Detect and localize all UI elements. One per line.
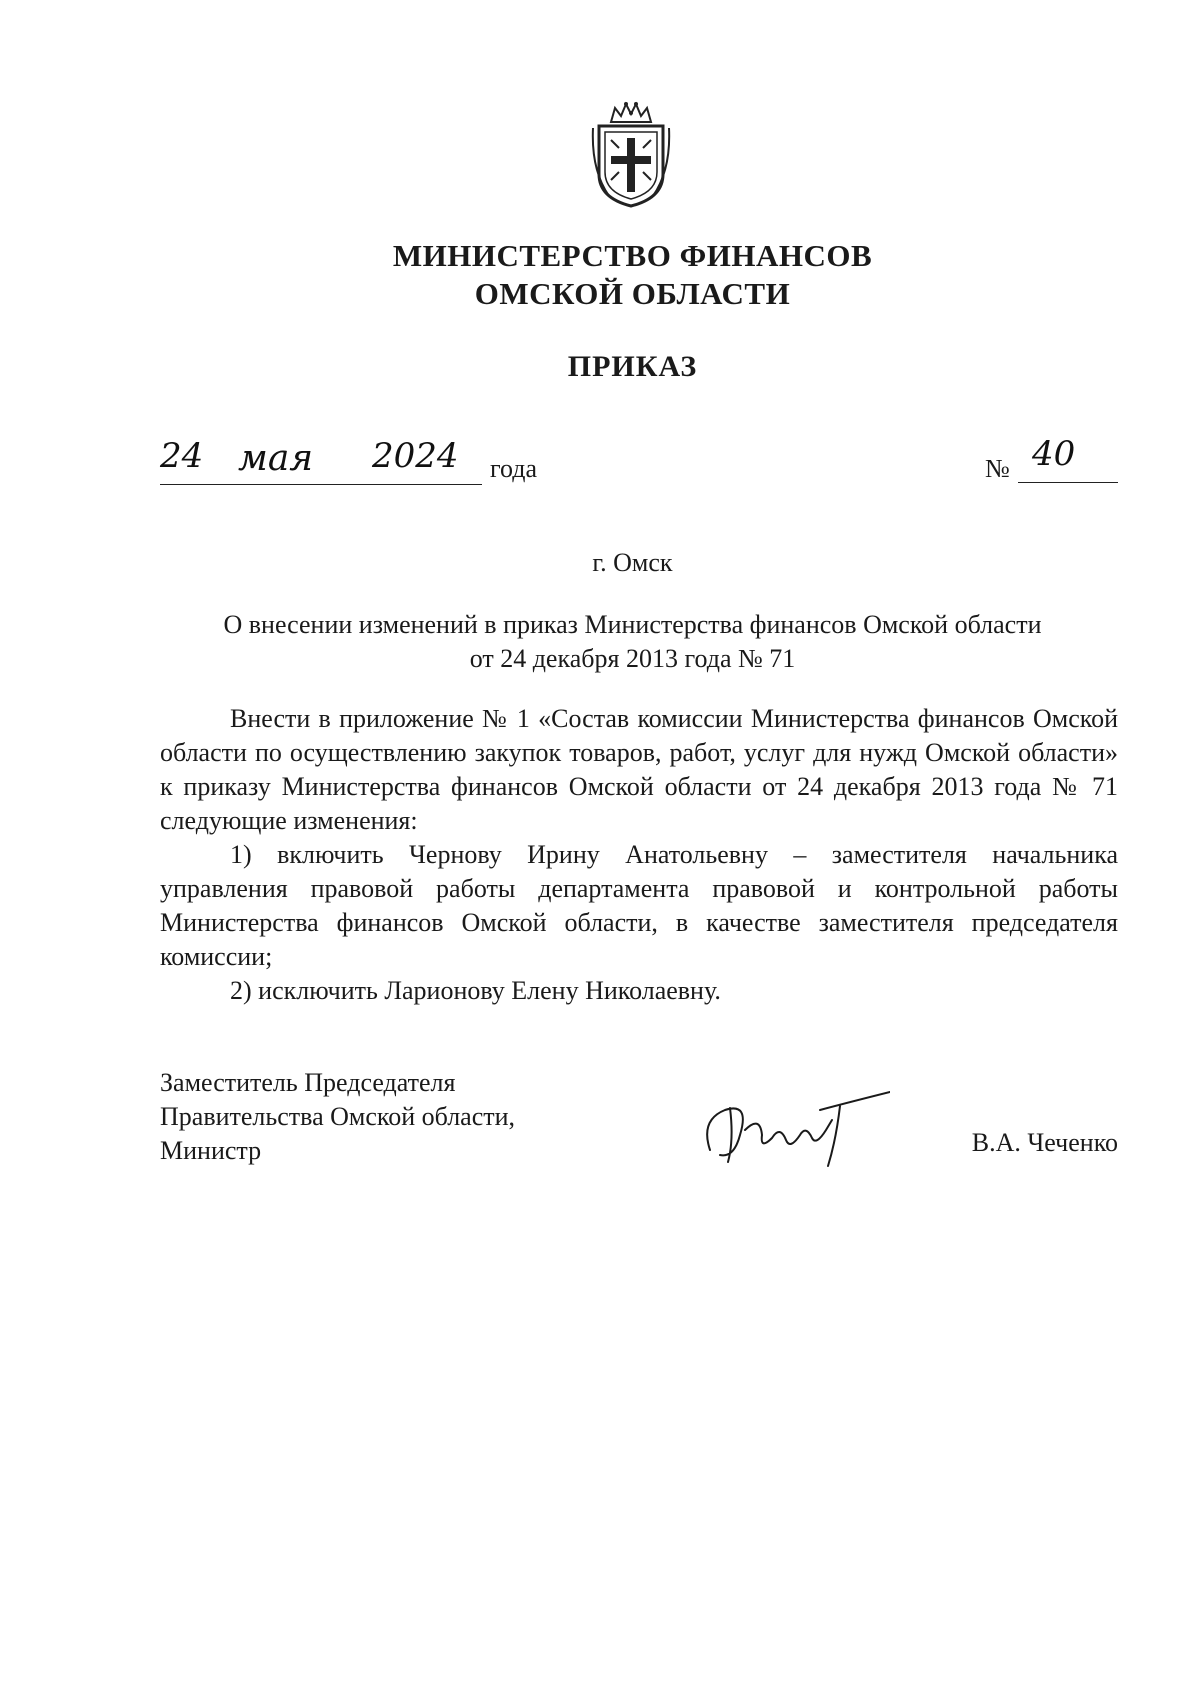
city-line: г. Омск xyxy=(592,548,673,577)
intro-paragraph: Внести в приложение № 1 «Состав комиссии Министерства финансов Омской области по осуществлению закупок товаров, работ, услуг для нужд Омской области» к приказу Министерства финансов Омской области от 24 декабря 2013 года № 71 следующие изменения: xyxy=(160,704,1118,835)
subject-heading xyxy=(0,608,1200,676)
document-type-title: ПРИКАЗ xyxy=(567,350,698,383)
signer-title-line2: Правительства Омской области, xyxy=(160,1102,516,1131)
item-1-paragraph: 1) включить Чернову Ирину Анатольевну – заместителя начальника управления правовой работы департамента правовой и контрольной работы Министерства финансов Омской области, в качестве заместителя председателя комиссии; xyxy=(160,840,1118,971)
number-label: № xyxy=(985,454,1010,483)
body-item-1 xyxy=(160,838,1118,974)
handwritten-month: мая xyxy=(238,438,314,479)
year-suffix: года xyxy=(490,454,538,483)
subject-line1: О внесении изменений в приказ Министерства финансов Омской области xyxy=(223,610,1042,639)
ministry-name-line1: МИНИСТЕРСТВО ФИНАНСОВ xyxy=(392,238,873,273)
handwritten-day: 24 xyxy=(160,436,204,476)
item-2-paragraph: 2) исключить Ларионову Елену Николаевну. xyxy=(230,976,721,1005)
body-item-2 xyxy=(160,974,1118,1008)
signer-title-line1: Заместитель Председателя xyxy=(160,1068,456,1097)
signer-name: В.А. Чеченко xyxy=(971,1128,1118,1157)
number-field xyxy=(1018,434,1118,483)
handwritten-number: 40 xyxy=(1032,434,1076,474)
date-field xyxy=(160,436,482,485)
coat-of-arms-icon xyxy=(589,100,673,210)
signer-title xyxy=(160,1066,515,1168)
subject-line2: от 24 декабря 2013 года № 71 xyxy=(469,644,796,673)
handwritten-year: 2024 xyxy=(372,436,459,476)
signer-title-line3: Министр xyxy=(160,1136,262,1165)
body-intro xyxy=(160,702,1118,838)
handwritten-signature-icon xyxy=(700,1080,890,1170)
ministry-name-line2: ОМСКОЙ ОБЛАСТИ xyxy=(474,276,791,311)
